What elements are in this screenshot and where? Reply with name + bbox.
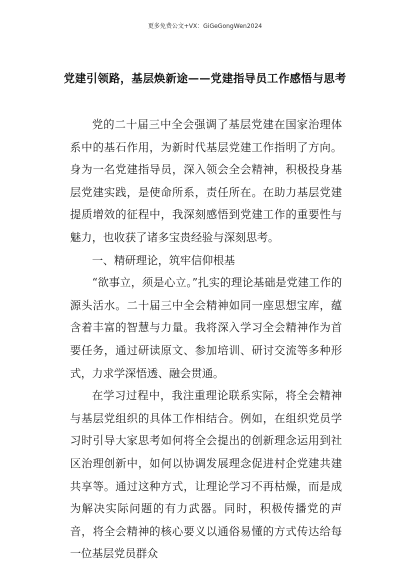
document-body [70, 114, 342, 566]
section-heading: 一、精研理论，筑牢信仰根基 [92, 253, 235, 267]
header-note: 更多免费公文+VX：GiGeGongWen2024 [147, 23, 263, 30]
document-title: 党建引领路，基层焕新途——党建指导员工作感悟与思考 [63, 72, 347, 85]
paragraph: “欲事立，须是心立。”扎实的理论基础是党建工作的源头活水。二十届三中全会精神如同一座思想宝库，蕴含着丰富的智慧与力量。我将深入学习全会精神作为首要任务，通过研读原文、参加培训、研讨交流等多种形式，力求学深悟透、融会贯通。 [70, 276, 342, 380]
paragraph: 在学习过程中，我注重理论联系实际，将全会精神与基层党组织的具体工作相结合。例如，在组织党员学习时引导大家思考如何将全会提出的创新理念运用到社区治理创新中，如何以协调发展理念促进村企党建共建共享等。通过这种方式，让理论学习不再枯燥，而是成为解决实际问题的有力武器。同时，积极传播党的声音，将全会精神的核心要义以通俗易懂的方式传达给每一位基层党员群众 [70, 389, 342, 561]
paragraph: 党的二十届三中全会强调了基层党建在国家治理体系中的基石作用，为新时代基层党建工作指明了方向。身为一名党建指导员，深入领会全会精神，积极投身基层党建实践，是使命所系，责任所在。在助力基层党建提质增效的征程中，我深刻感悟到党建工作的重要性与魅力，也收获了诸多宝贵经验与深刻思考。 [70, 118, 342, 244]
